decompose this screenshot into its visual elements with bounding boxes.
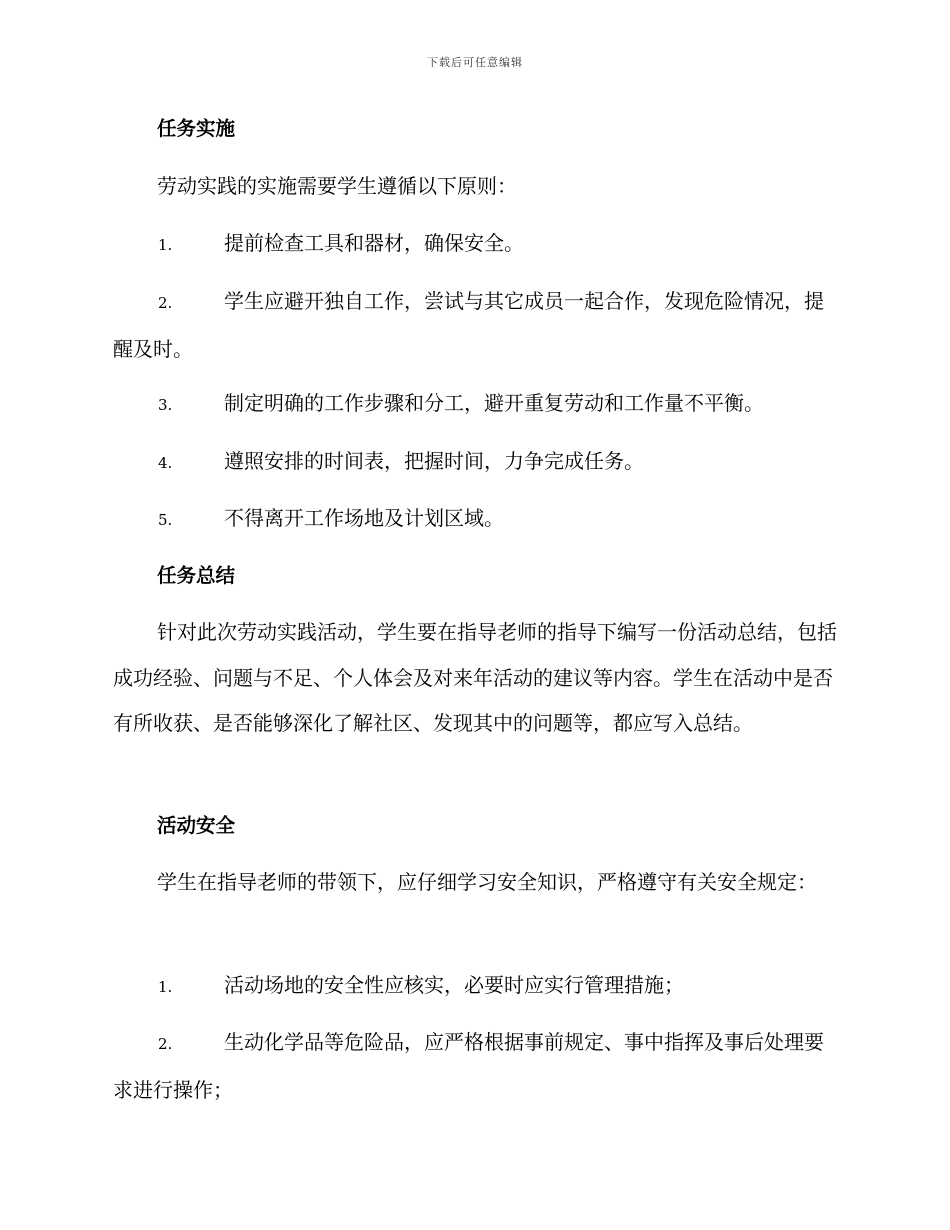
list-item-text: 遵照安排的时间表，把握时间，力争完成任务。 [224,449,644,473]
implementation-item-1 [113,220,838,268]
list-number: 1. [158,978,173,996]
list-number: 4. [158,454,173,472]
list-item-text: 活动场地的安全性应核实，必要时应实行管理措施； [224,973,684,997]
list-number: 1. [158,236,173,254]
implementation-item-3 [113,380,838,428]
heading-summary: 任务总结 [157,564,236,587]
list-number: 5. [158,511,173,529]
list-item-text: 提前检查工具和器材，确保安全。 [224,231,524,255]
heading-implementation: 任务实施 [157,117,236,140]
list-item-text: 不得离开工作场地及计划区域。 [224,506,504,530]
heading-safety: 活动安全 [157,814,236,837]
list-item-text: 学生应避开独自工作，尝试与其它成员一起合作，发现危险情况，提醒及时。 [113,289,824,361]
list-number: 2. [158,1035,173,1053]
page-header: 下载后可任意编辑 [427,56,523,69]
implementation-item-2 [113,278,838,372]
summary-body: 针对此次劳动实践活动，学生要在指导老师的指导下编写一份活动总结，包括成功经验、问题与不足、个人体会及对来年活动的建议等内容。学生在活动中是否有所收获、是否能够深化了解社区、发现其中的问题等，都应写入总结。 [113,620,837,735]
list-item-text: 制定明确的工作步骤和分工，避开重复劳动和工作量不平衡。 [224,391,764,415]
implementation-item-4 [113,438,838,486]
list-number: 3. [158,396,173,414]
safety-intro: 学生在指导老师的带领下，应仔细学习安全知识，严格遵守有关安全规定： [157,870,817,894]
list-item-text: 生动化学品等危险品，应严格根据事前规定、事中指挥及事后处理要求进行操作； [113,1030,824,1102]
implementation-item-5 [113,495,838,543]
list-number: 2. [158,294,173,312]
safety-item-1 [113,962,838,1010]
implementation-intro: 劳动实践的实施需要学生遵循以下原则： [157,174,517,198]
safety-item-2 [113,1019,838,1113]
